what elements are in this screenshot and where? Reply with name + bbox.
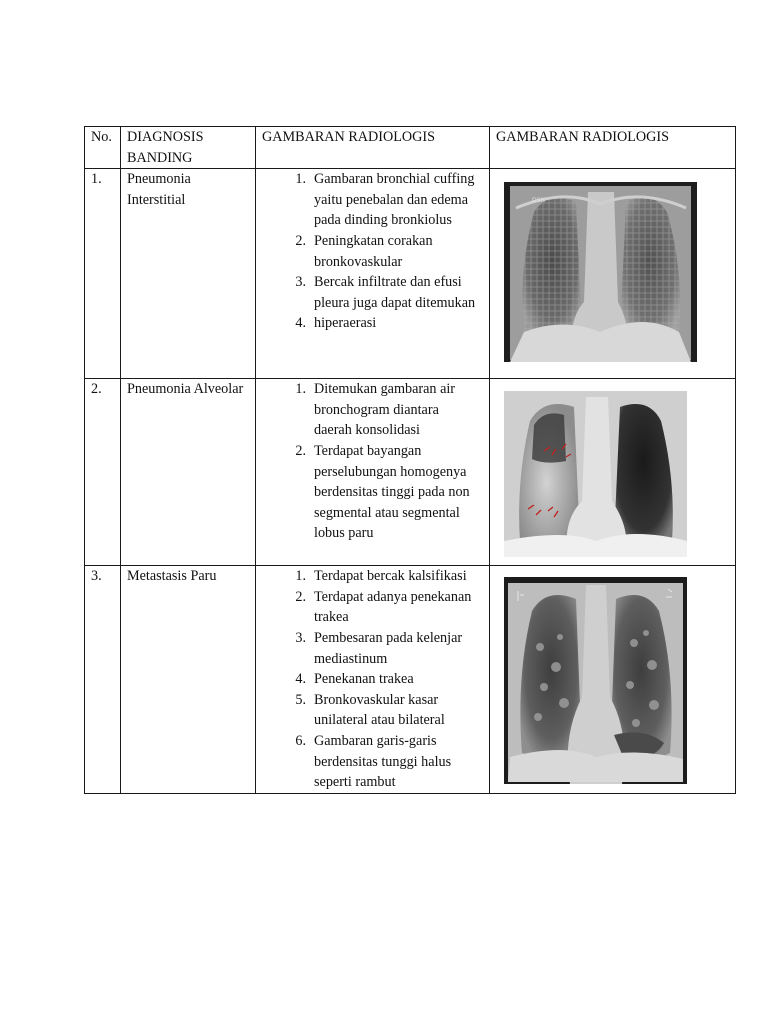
image-cell xyxy=(490,169,736,379)
list-item: Gambaran garis-garis berdensitas tunggi halus seperti rambut xyxy=(314,732,452,791)
table-row xyxy=(85,566,736,794)
diagnosis-name: Metastasis Paru xyxy=(121,566,256,794)
findings-cell xyxy=(256,379,490,566)
list-item: Terdapat bercak kalsifikasi xyxy=(314,568,467,585)
row-number: 3. xyxy=(85,566,121,794)
header-no: No. xyxy=(85,127,121,169)
header-description: GAMBARAN RADIOLOGIS xyxy=(256,127,490,169)
findings-cell xyxy=(256,169,490,379)
findings-list xyxy=(262,169,483,334)
diagnosis-name: Pneumonia Interstitial xyxy=(121,169,256,379)
list-item: Bercak infiltrate dan efusi pleura juga dapat ditemukan xyxy=(314,274,476,311)
header-image: GAMBARAN RADIOLOGIS xyxy=(490,127,736,169)
table-row xyxy=(85,169,736,379)
findings-list xyxy=(262,566,483,793)
list-item: Peningkatan corakan bronkovaskular xyxy=(314,232,433,270)
list-item: Terdapat adanya penekanan trakea xyxy=(314,588,472,626)
table-header-row xyxy=(85,127,736,169)
svg-text:DSH: DSH xyxy=(532,197,545,205)
chest-xray-image xyxy=(504,577,687,784)
findings-list xyxy=(262,379,483,544)
list-item: Terdapat bayangan perselubungan homogenya berdensitas tinggi pada non segmental atau segmental lobus paru xyxy=(314,442,470,542)
list-item: Gambaran bronchial cuffing yaitu penebalan dan edema pada dinding bronkiolus xyxy=(314,171,475,229)
differential-diagnosis-table xyxy=(84,126,736,794)
chest-xray-image xyxy=(504,391,687,557)
list-item: hiperaerasi xyxy=(314,315,377,332)
row-number: 2. xyxy=(85,379,121,566)
chest-xray-image xyxy=(504,182,697,362)
image-cell xyxy=(490,379,736,566)
diagnosis-name: Pneumonia Alveolar xyxy=(121,379,256,566)
list-item: Penekanan trakea xyxy=(314,671,414,688)
table-row xyxy=(85,379,736,566)
header-diagnosis: DIAGNOSIS BANDING xyxy=(121,127,256,169)
list-item: Bronkovaskular kasar unilateral atau bilateral xyxy=(314,691,445,729)
row-number: 1. xyxy=(85,169,121,379)
findings-cell xyxy=(256,566,490,794)
image-cell xyxy=(490,566,736,794)
list-item: Ditemukan gambaran air bronchogram diantara daerah konsolidasi xyxy=(314,381,456,439)
list-item: Pembesaran pada kelenjar mediastinum xyxy=(314,629,463,667)
